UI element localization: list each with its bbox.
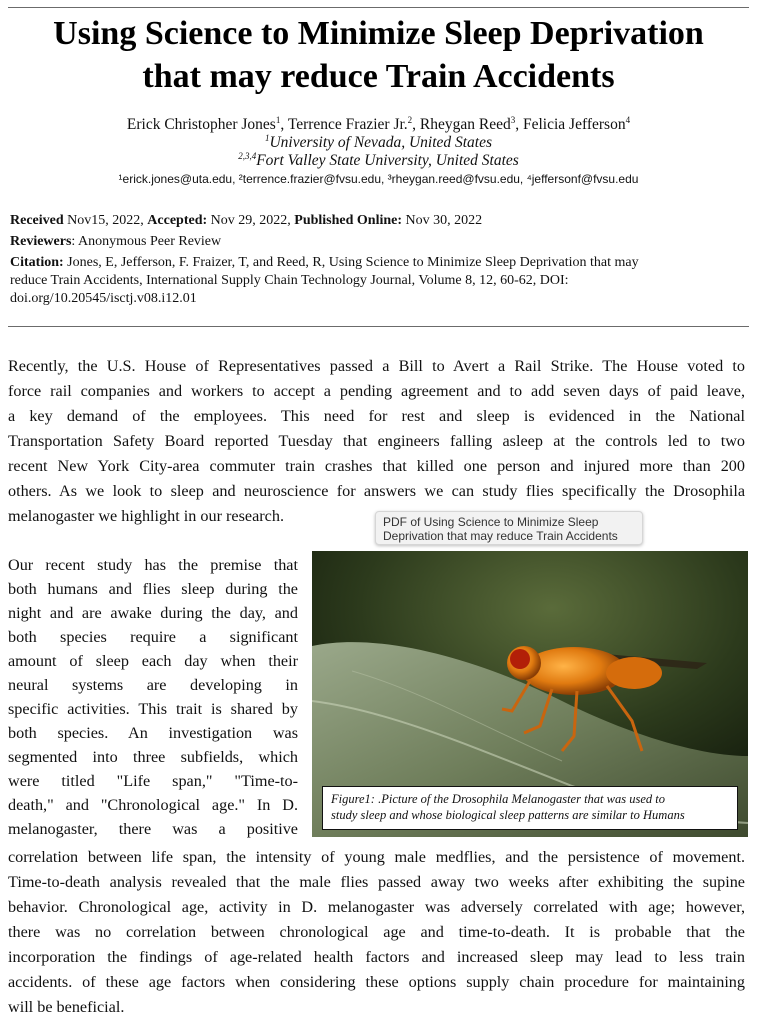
title-line-1: Using Science to Minimize Sleep Deprivation <box>53 15 704 52</box>
figure-caption: Figure1: .Picture of the Drosophila Melanogaster that was used to study sleep and whose biological sleep patterns are similar to Humans <box>322 786 738 830</box>
affiliation: $^{2,3,4}$Fort Valley State University, United States <box>238 150 519 169</box>
page-title <box>0 12 757 98</box>
body-line: behavior. Chronological age, activity in D. melanogaster was adversely correlated with age; however, <box>8 898 745 916</box>
pdf-tooltip: PDF of Using Science to Minimize Sleep Deprivation that may reduce Train Accidents <box>375 511 643 545</box>
body-line: will be beneficial. <box>8 998 125 1016</box>
body-line: both humans and flies sleep during the <box>8 580 298 598</box>
body-line: amount of sleep each day when their <box>8 652 298 670</box>
body-line: Recently, the U.S. House of Representatives passed a Bill to Avert a Rail Strike. The House voted to <box>8 357 745 375</box>
body-line: specific activities. This trait is shared by <box>8 700 298 718</box>
title-line-2: that may reduce Train Accidents <box>142 58 615 95</box>
body-line: force rail companies and workers to accept a pending agreement and to add seven days of paid leave, <box>8 382 745 400</box>
author-emails: ¹erick.jones@uta.edu, ²terrence.frazier@fvsu.edu, ³rheygan.reed@fvsu.edu, ⁴jeffersonf@fvsu.edu <box>118 172 639 186</box>
body-line: melanogaster, there was a positive <box>8 820 298 838</box>
author-list: Erick Christopher Jones$^1$, Terrence Frazier Jr.$^2$, Rheygan Reed$^3$, Felicia Jefferson$^4$ <box>126 114 631 133</box>
body-line: Our recent study has the premise that <box>8 556 298 574</box>
header-rule <box>8 326 749 327</box>
affiliation: $^1$University of Nevada, United States <box>264 132 493 151</box>
publication-dates: Received Nov15, 2022, Accepted: Nov 29, 2022, Published Online: Nov 30, 2022 <box>10 213 483 228</box>
body-line: recent New York City-area commuter train crashes that killed one person and injured more than 200 <box>8 457 745 475</box>
reviewers: Reviewers: Anonymous Peer Review <box>10 234 222 249</box>
body-line: neural systems are developing in <box>8 676 298 694</box>
body-line: incorporation the findings of age-related health factors and increased sleep may lead to less train <box>8 948 745 966</box>
body-line: correlation between life span, the intensity of young male medflies, and the persistence of movement. <box>8 848 745 866</box>
body-line: night and are awake during the day, and <box>8 604 298 622</box>
body-line: melanogaster we highlight in our research. <box>8 507 284 525</box>
body-line: were titled "Life span," "Time-to- <box>8 772 298 790</box>
body-line: segmented into three subfields, which <box>8 748 298 766</box>
citation: Citation: Jones, E, Jefferson, F. Fraizer, T, and Reed, R, Using Science to Minimize Sleep Deprivation that may reduce Train Accidents, International Supply Chain Technology Journal, Volume 8, 12, 60-62, DOI: doi.org/10.20545/isctj.v08.i12.01 <box>10 254 750 308</box>
body-line: Time-to-death analysis revealed that the male flies passed away two weeks after exhibiting the supine <box>8 873 745 891</box>
author-name: Terrence Frazier Jr. <box>287 116 408 133</box>
body-line: both species require a significant <box>8 628 298 646</box>
top-rule <box>8 7 749 8</box>
author-name: Erick Christopher Jones <box>126 116 276 133</box>
body-line: there was no correlation between chronological age and time-to-death. It is probable that the <box>8 923 745 941</box>
author-name: Rheygan Reed <box>419 116 511 133</box>
body-line: Transportation Safety Board reported Tuesday that engineers falling asleep at the controls led to two <box>8 432 745 450</box>
body-line: death," and "Chronological age." In D. <box>8 796 298 814</box>
body-line: both species. An investigation was <box>8 724 298 742</box>
body-line: accidents. of these age factors when considering these options supply chain procedure for maintaining <box>8 973 745 991</box>
body-line: a key demand of the employees. This need for rest and sleep is evidenced in the National <box>8 407 745 425</box>
author-name: Felicia Jefferson <box>523 116 626 133</box>
doi-link[interactable]: doi.org/10.20545/isctj.v08.i12.01 <box>10 291 197 306</box>
body-line: others. As we look to sleep and neuroscience for answers we can study flies specifically the Drosophila <box>8 482 745 500</box>
